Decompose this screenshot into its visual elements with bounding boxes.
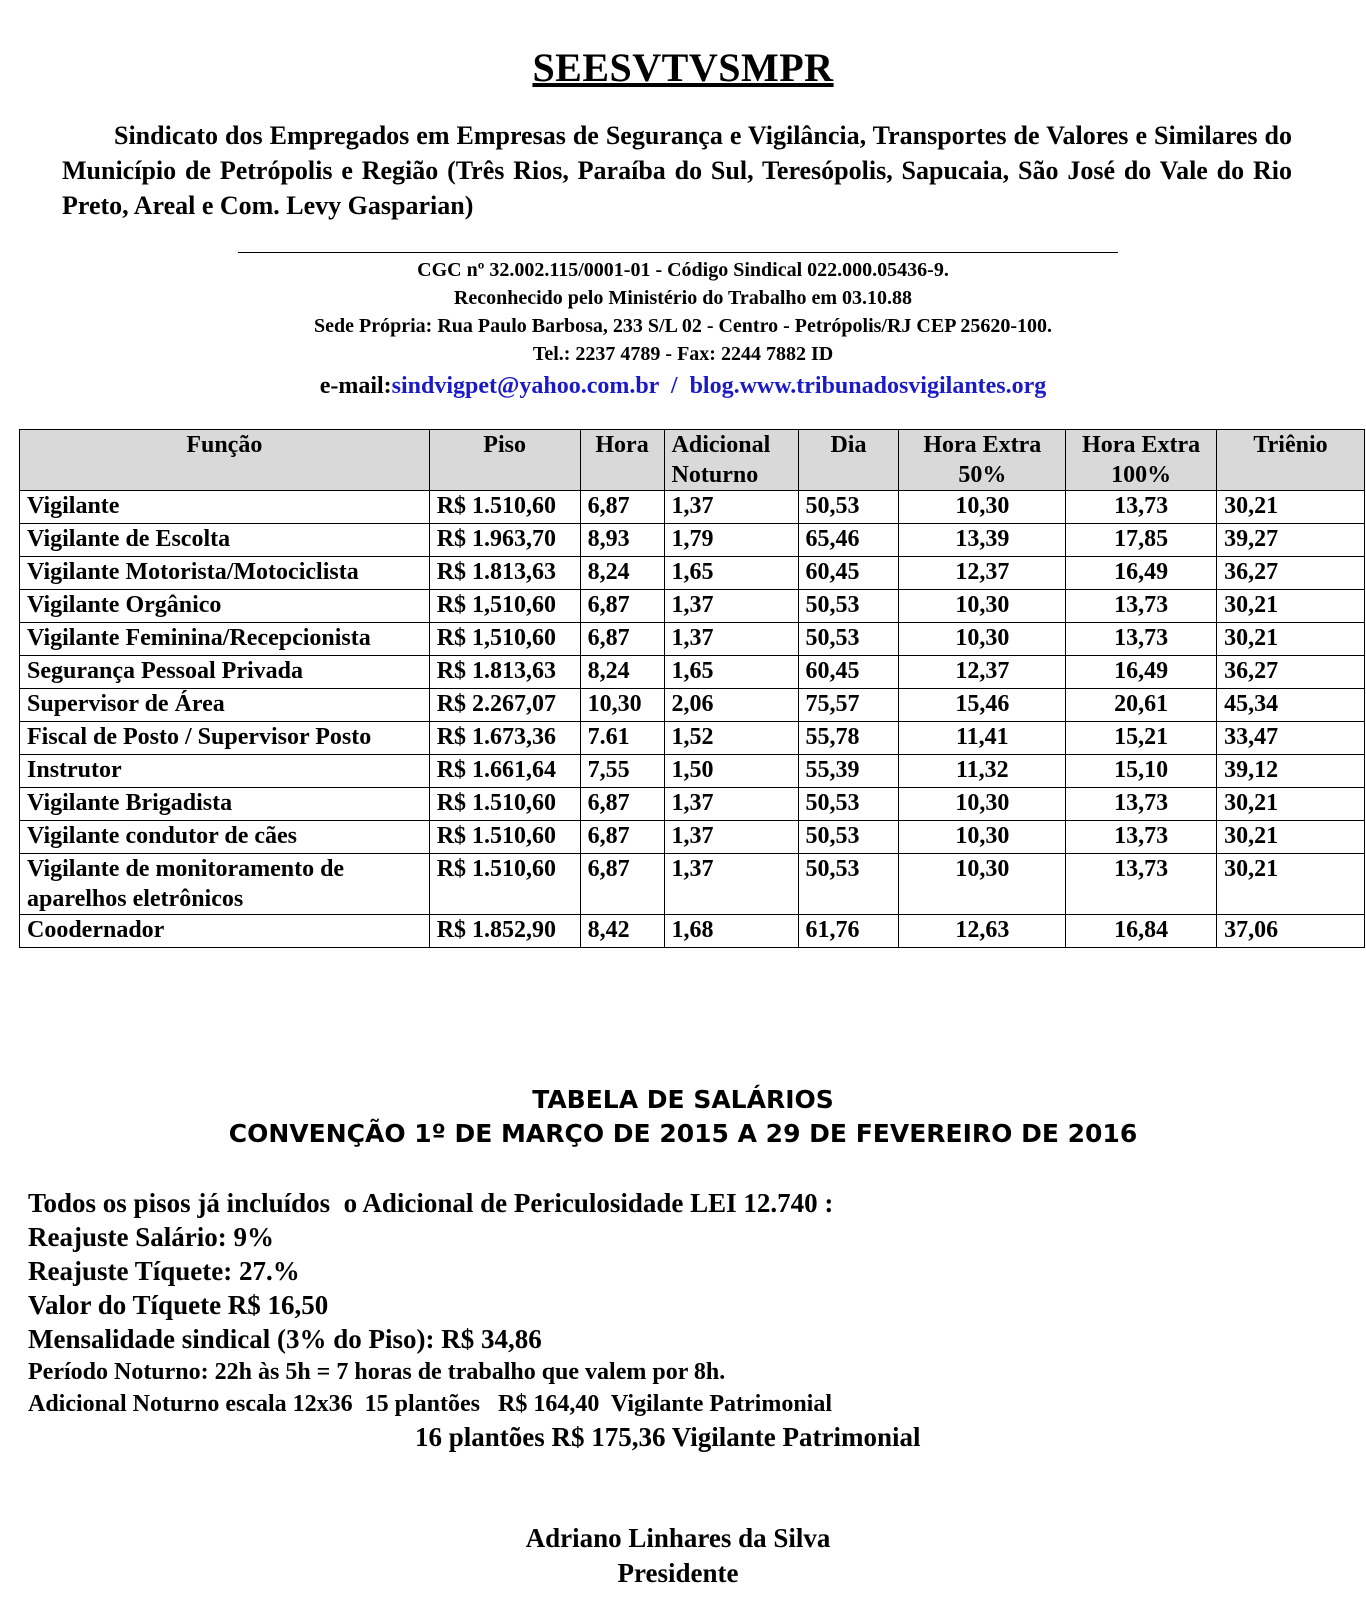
table-cell: 7,55 [580,755,664,788]
table-cell: 15,10 [1066,755,1217,788]
table-cell: 20,61 [1066,689,1217,722]
table-cell: Coodernador [20,915,430,948]
table-cell: 1,68 [664,915,798,948]
table-cell: 55,78 [798,722,899,755]
note-line: Reajuste Tíquete: 27.% [28,1256,300,1286]
table-cell: 33,47 [1217,722,1365,755]
table-cell: 8,24 [580,656,664,689]
table-cell: 8,24 [580,557,664,590]
table-cell: 11,41 [899,722,1066,755]
note-line: Adicional Noturno escala 12x36 15 plantões R$ 164,40 Vigilante Patrimonial [28,1391,832,1417]
table-cell: 37,06 [1217,915,1365,948]
column-header: Adicional Noturno [664,430,798,491]
salary-table [19,429,1365,948]
table-cell: 8,93 [580,524,664,557]
table-cell: 6,87 [580,854,664,915]
table-cell: 36,27 [1217,656,1365,689]
table-cell: 10,30 [899,821,1066,854]
table-cell: 13,73 [1066,590,1217,623]
table-cell: 1,37 [664,590,798,623]
table-cell: 30,21 [1217,821,1365,854]
table-cell: Fiscal de Posto / Supervisor Posto [20,722,430,755]
table-row [20,524,1365,557]
table-cell: R$ 1,510,60 [429,623,580,656]
table-cell: R$ 1.510,60 [429,788,580,821]
column-header: Piso [429,430,580,491]
table-cell: 10,30 [899,788,1066,821]
table-cell: R$ 1.963,70 [429,524,580,557]
union-name: Sindicato dos Empregados em Empresas de Segurança e Vigilância, Transportes de Valores e Similares do Município de Petrópolis e Região (Três Rios, Paraíba do Sul, Teresópolis, Sapucaia, São José do Vale do Rio Preto, Areal e Com. Levy Gasparian) [62,121,1292,220]
table-cell: 61,76 [798,915,899,948]
table-cell: 15,21 [1066,722,1217,755]
table-cell: R$ 1.510,60 [429,821,580,854]
page-title: SEESVTVSMPR [532,45,834,90]
table-cell: Vigilante [20,491,430,524]
table-cell: 55,39 [798,755,899,788]
table-cell: 60,45 [798,656,899,689]
table-cell: 12,63 [899,915,1066,948]
address-line: Sede Própria: Rua Paulo Barbosa, 233 S/L 02 - Centro - Petrópolis/RJ CEP 25620-100. [314,315,1052,337]
table-row [20,491,1365,524]
note-line: Reajuste Salário: 9% [28,1222,274,1252]
table-cell: 7.61 [580,722,664,755]
table-cell: 1,37 [664,491,798,524]
table-cell: 36,27 [1217,557,1365,590]
table-cell: 12,37 [899,656,1066,689]
table-cell: 6,87 [580,491,664,524]
table-cell: 12,37 [899,557,1066,590]
contact-line [0,372,1366,400]
table-cell: Vigilante Motorista/Motociclista [20,557,430,590]
phone-line: Tel.: 2237 4789 - Fax: 2244 7882 ID [532,343,834,365]
table-cell: 6,87 [580,590,664,623]
contact-separator: / [658,373,690,399]
blog-link[interactable]: blog.www.tribunadosvigilantes.org [689,373,1047,399]
table-cell: 50,53 [798,788,899,821]
table-cell: 2,06 [664,689,798,722]
table-cell: Vigilante condutor de cães [20,821,430,854]
table-cell: 1,65 [664,656,798,689]
table-cell: 50,53 [798,590,899,623]
column-header: Função [20,430,430,491]
table-cell: R$ 1.813,63 [429,656,580,689]
note-line: Período Noturno: 22h às 5h = 7 horas de trabalho que valem por 8h. [28,1359,726,1385]
table-row [20,915,1365,948]
table-cell: 13,39 [899,524,1066,557]
table-cell: 10,30 [899,623,1066,656]
table-cell: Instrutor [20,755,430,788]
table-cell: 16,49 [1066,557,1217,590]
table-cell: R$ 1.510,60 [429,854,580,915]
column-header: Hora Extra 50% [899,430,1066,491]
table-cell: 1,79 [664,524,798,557]
table-cell: 1,50 [664,755,798,788]
table-cell: 16,49 [1066,656,1217,689]
table-cell: Vigilante Brigadista [20,788,430,821]
table-cell: Segurança Pessoal Privada [20,656,430,689]
column-header: Hora [580,430,664,491]
table-cell: Vigilante Orgânico [20,590,430,623]
table-row [20,722,1365,755]
table-cell: Vigilante Feminina/Recepcionista [20,623,430,656]
table-row [20,788,1365,821]
table-cell: Vigilante de monitoramento de aparelhos eletrônicos [20,854,430,915]
table-header-row [20,430,1365,491]
table-cell: 1,37 [664,623,798,656]
table-cell: R$ 1.852,90 [429,915,580,948]
note-line: 16 plantões R$ 175,36 Vigilante Patrimonial [415,1422,921,1452]
table-cell: R$ 1.510,60 [429,491,580,524]
table-cell: R$ 1.661,64 [429,755,580,788]
table-row [20,623,1365,656]
table-cell: 10,30 [899,854,1066,915]
table-cell: 30,21 [1217,854,1365,915]
table-cell: 30,21 [1217,590,1365,623]
table-cell: 13,73 [1066,623,1217,656]
email-link[interactable]: sindvigpet@yahoo.com.br [391,373,659,399]
note-line: Mensalidade sindical (3% do Piso): R$ 34,86 [28,1324,542,1354]
table-cell: R$ 1.813,63 [429,557,580,590]
table-cell: 50,53 [798,491,899,524]
table-row [20,557,1365,590]
column-header: Triênio [1217,430,1365,491]
table-cell: 39,12 [1217,755,1365,788]
table-cell: R$ 1,510,60 [429,590,580,623]
note-line: Todos os pisos já incluídos o Adicional de Periculosidade LEI 12.740 : [28,1188,834,1218]
convention-period: CONVENÇÃO 1º DE MARÇO DE 2015 A 29 DE FEVEREIRO DE 2016 [228,1119,1138,1148]
table-row [20,854,1365,915]
table-cell: 1,37 [664,821,798,854]
table-cell: 10,30 [580,689,664,722]
table-row [20,755,1365,788]
signature-name: Adriano Linhares da Silva [525,1523,831,1553]
notes-block [28,1186,1328,1454]
table-cell: 30,21 [1217,491,1365,524]
table-cell: 50,53 [798,854,899,915]
table-cell: 65,46 [798,524,899,557]
table-cell: 45,34 [1217,689,1365,722]
table-cell: 39,27 [1217,524,1365,557]
signature-role: Presidente [617,1558,739,1588]
table-cell: 6,87 [580,821,664,854]
table-cell: 13,73 [1066,821,1217,854]
table-cell: 1,37 [664,854,798,915]
recognition-line: Reconhecido pelo Ministério do Trabalho em 03.10.88 [453,287,913,309]
note-line: Valor do Tíquete R$ 16,50 [28,1290,329,1320]
column-header: Hora Extra 100% [1066,430,1217,491]
table-row [20,590,1365,623]
table-cell: 50,53 [798,821,899,854]
table-cell: 10,30 [899,590,1066,623]
divider [238,252,1118,253]
salary-table-title: TABELA DE SALÁRIOS [532,1085,834,1114]
cgc-line: CGC nº 32.002.115/0001-01 - Código Sindical 022.000.05436-9. [417,259,949,281]
table-cell: Supervisor de Área [20,689,430,722]
table-cell: 8,42 [580,915,664,948]
table-cell: 1,65 [664,557,798,590]
table-cell: 15,46 [899,689,1066,722]
table-cell: Vigilante de Escolta [20,524,430,557]
table-cell: 13,73 [1066,854,1217,915]
table-cell: 75,57 [798,689,899,722]
table-row [20,689,1365,722]
table-cell: 11,32 [899,755,1066,788]
table-cell: 60,45 [798,557,899,590]
column-header: Dia [798,430,899,491]
table-cell: 17,85 [1066,524,1217,557]
table-cell: 50,53 [798,623,899,656]
table-cell: 30,21 [1217,623,1365,656]
table-cell: R$ 1.673,36 [429,722,580,755]
table-cell: 1,52 [664,722,798,755]
table-row [20,656,1365,689]
table-cell: 16,84 [1066,915,1217,948]
table-row [20,821,1365,854]
table-cell: 13,73 [1066,491,1217,524]
email-label: e-mail: [319,373,392,399]
table-cell: 10,30 [899,491,1066,524]
table-cell: 6,87 [580,623,664,656]
table-cell: 13,73 [1066,788,1217,821]
table-cell: R$ 2.267,07 [429,689,580,722]
table-cell: 6,87 [580,788,664,821]
table-cell: 30,21 [1217,788,1365,821]
table-cell: 1,37 [664,788,798,821]
